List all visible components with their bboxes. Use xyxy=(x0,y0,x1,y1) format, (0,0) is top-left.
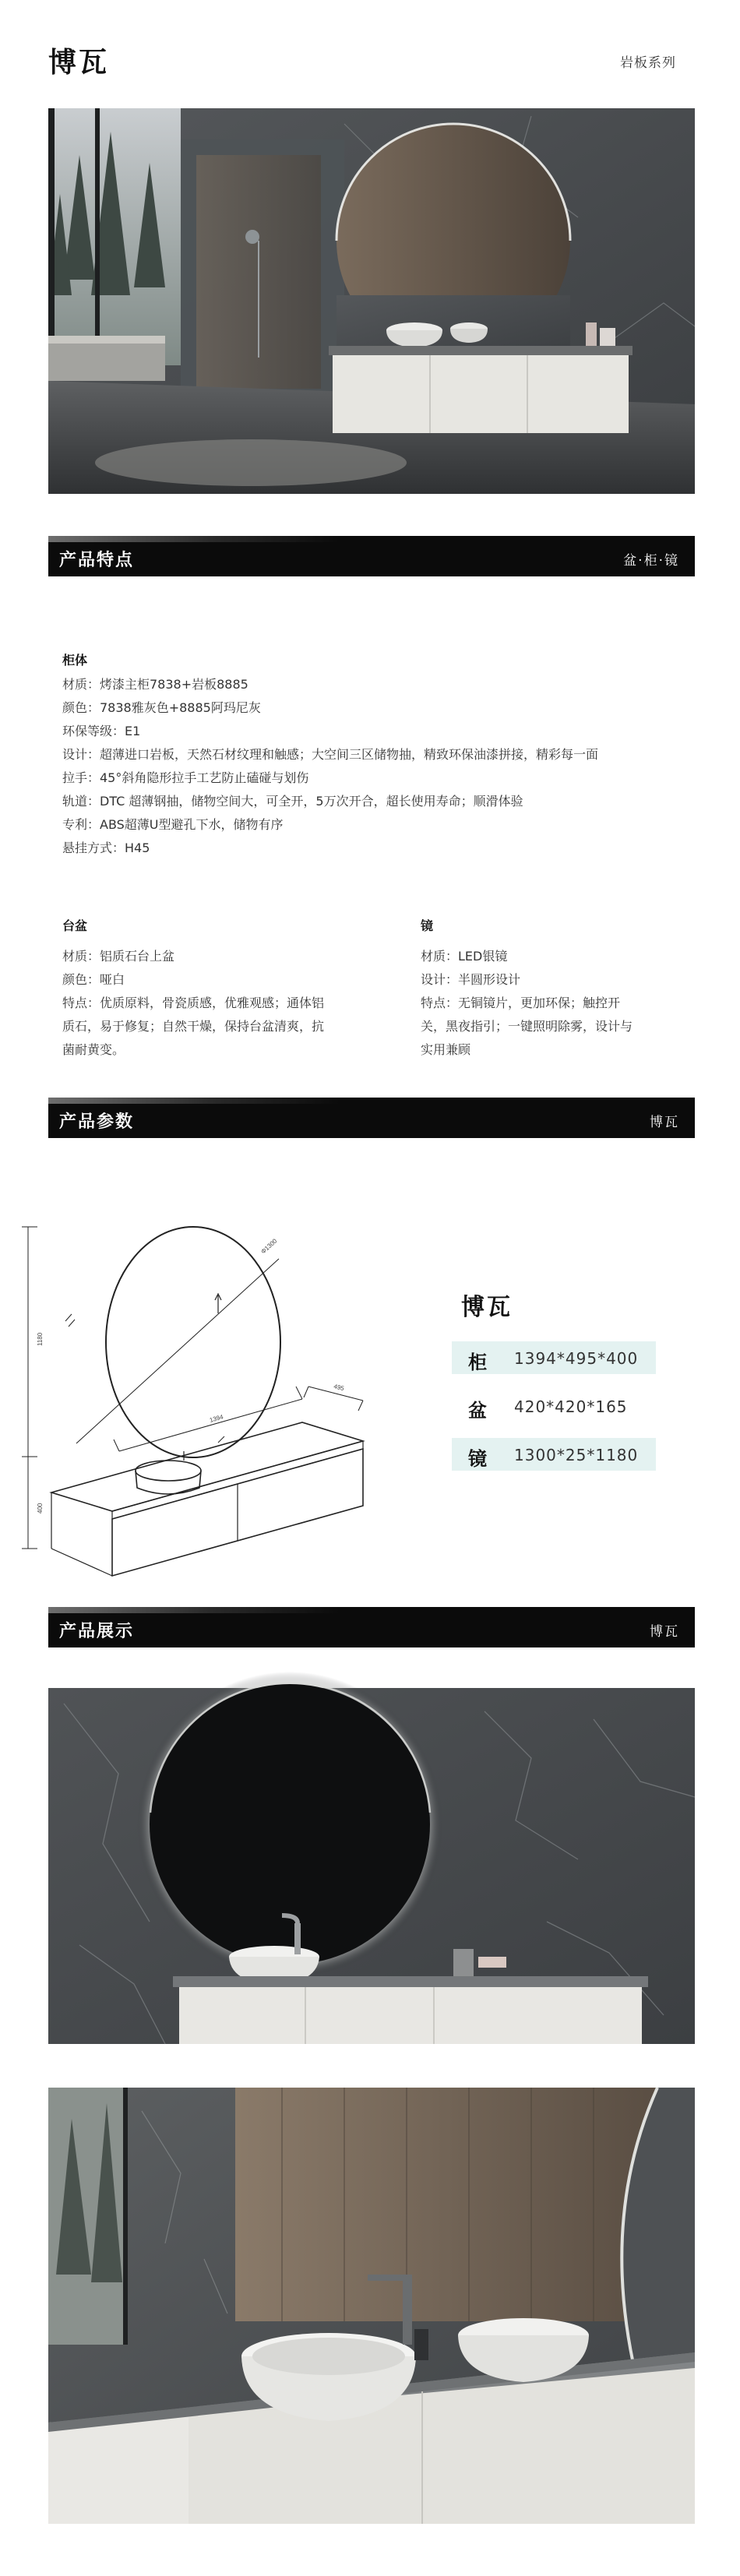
basin-line: 质石，易于修复；自然干燥，保持台盆清爽，抗 xyxy=(62,1019,325,1034)
spec-label: 镜 xyxy=(468,1448,487,1470)
mirror-line: 实用兼顾 xyxy=(421,1042,471,1057)
display-photo-mirror xyxy=(48,1688,695,2044)
cabinet-line: 颜色：7838雅灰色+8885阿玛尼灰 xyxy=(62,700,261,715)
section-bar-params xyxy=(48,1098,695,1138)
basin-line: 特点：优质原料，骨瓷质感，优雅观感；通体铝 xyxy=(62,996,325,1010)
spec-row-cabinet xyxy=(452,1341,656,1374)
display-photo-basins-scene xyxy=(48,2088,695,2524)
hero-photo-scene xyxy=(48,108,695,494)
mirror-heading: 镜 xyxy=(421,918,434,933)
mirror-line: 关，黑夜指引；一键照明除雾，设计与 xyxy=(421,1019,633,1034)
mirror-features xyxy=(421,916,685,1062)
cabinet-features xyxy=(62,650,685,860)
mirror-height-label: 1180 xyxy=(37,1332,44,1346)
cabinet-line: 材质：烤漆主柜7838+岩板8885 xyxy=(62,677,248,692)
cabinet-line: 轨道：DTC 超薄钢抽，储物空间大，可全开，5万次开合，超长使用寿命；顺滑体验 xyxy=(62,794,523,809)
cabinet-width-label: 1394 xyxy=(209,1413,224,1424)
basin-features xyxy=(62,916,377,1062)
section-subtitle: 博瓦 xyxy=(650,1115,679,1130)
section-bar-accent xyxy=(48,1607,695,1613)
spec-value: 1300*25*1180 xyxy=(514,1446,639,1464)
spec-row-mirror xyxy=(452,1438,656,1471)
section-title: 产品特点 xyxy=(59,551,135,570)
section-bar-display xyxy=(48,1607,695,1647)
section-subtitle: 博瓦 xyxy=(650,1624,679,1640)
cabinet-line: 拉手：45°斜角隐形拉手工艺防止磕碰与划伤 xyxy=(62,770,309,785)
mirror-line: 材质：LED银镜 xyxy=(421,949,508,964)
cabinet-line: 悬挂方式：H45 xyxy=(62,840,150,855)
basin-line: 颜色：哑白 xyxy=(62,972,125,987)
mirror-line: 设计：半圆形设计 xyxy=(421,972,521,987)
section-title: 产品参数 xyxy=(59,1112,135,1132)
section-title: 产品展示 xyxy=(59,1622,135,1641)
basin-heading: 台盆 xyxy=(62,918,88,933)
display-photo-mirror-scene xyxy=(48,1688,695,2044)
cabinet-line: 设计：超薄进口岩板，天然石材纹理和触感；大空间三区储物抽，精致环保油漆拼接，精彩每一面 xyxy=(62,747,599,762)
cabinet-heading: 柜体 xyxy=(62,653,88,668)
cabinet-height-label: 400 xyxy=(37,1503,44,1514)
spec-label: 盆 xyxy=(468,1400,487,1422)
section-bar-accent xyxy=(48,536,695,542)
section-bar-accent xyxy=(48,1098,695,1104)
spec-label: 柜 xyxy=(468,1351,487,1373)
display-photo-basins xyxy=(48,2088,695,2524)
section-subtitle: 盆·柜·镜 xyxy=(623,553,679,569)
spec-value: 1394*495*400 xyxy=(514,1349,639,1368)
brand-title: 博瓦 xyxy=(48,47,110,79)
dimension-diagram xyxy=(37,1206,403,1549)
hero-photo xyxy=(48,108,695,494)
mirror-depth-label: 495 xyxy=(333,1383,345,1393)
series-label: 岩板系列 xyxy=(620,55,676,71)
dimension-drawing xyxy=(37,1206,403,1549)
basin-line: 材质：铝质石台上盆 xyxy=(62,949,175,964)
cabinet-line: 专利：ABS超薄U型避孔下水，储物有序 xyxy=(62,817,284,832)
section-bar-features xyxy=(48,536,695,576)
basin-line: 菌耐黄变。 xyxy=(62,1042,125,1057)
cabinet-line: 环保等级：E1 xyxy=(62,724,141,738)
mirror-line: 特点：无铜镜片，更加环保；触控开 xyxy=(421,996,621,1010)
spec-value: 420*420*165 xyxy=(514,1397,628,1416)
spec-row-basin xyxy=(452,1390,656,1422)
params-product-name: 博瓦 xyxy=(461,1294,513,1321)
diameter-label: Φ1300 xyxy=(259,1237,279,1256)
